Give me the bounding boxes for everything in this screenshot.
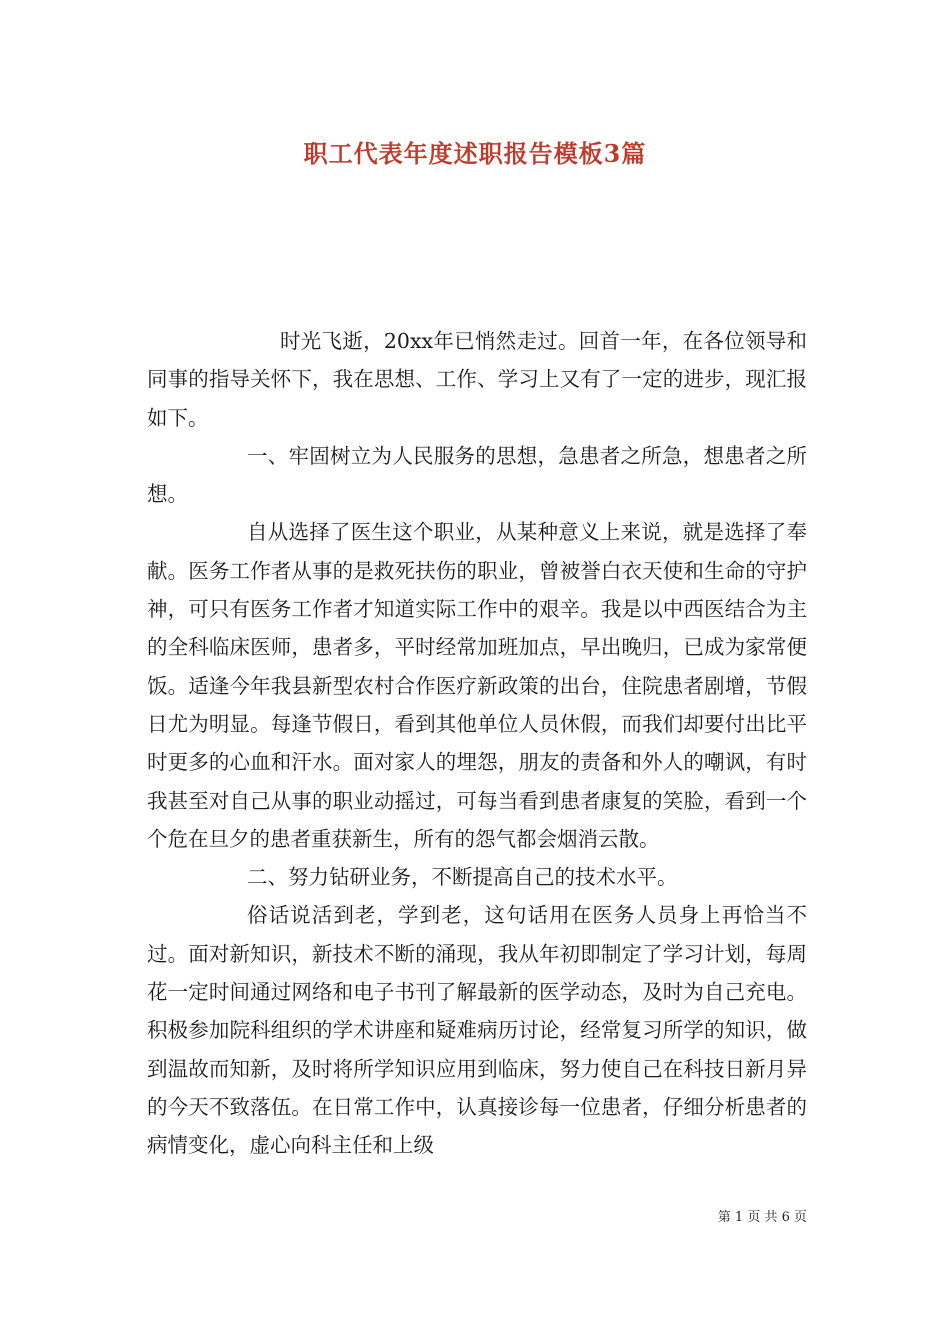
document-body (147, 322, 807, 1165)
intro-paragraph: 时光飞逝，20xx年已悄然走过。回首一年，在各位领导和同事的指导关怀下，我在思想、工作、学习上又有了一定的进步，现汇报如下。 (147, 329, 807, 430)
page-number-footer: 第 1 页 共 6 页 (717, 1210, 807, 1225)
document-title: 职工代表年度述职报告模板3篇 (303, 139, 647, 168)
section-heading-1: 一、牢固树立为人民服务的思想，急患者之所急，想患者之所想。 (147, 443, 807, 507)
section-heading-2: 二、努力钻研业务，不断提高自己的技术水平。 (247, 865, 678, 890)
body-paragraph: 俗话说活到老，学到老，这句话用在医务人员身上再恰当不过。面对新知识，新技术不断的涌现，我从年初即制定了学习计划，每周花一定时间通过网络和电子书刊了解最新的医学动态，及时为自己充电。积极参加院科组织的学术讲座和疑难病历讨论，经常复习所学的知识，做到温故而知新，及时将所学知识应用到临床，努力使自己在科技日新月异的今天不致落伍。在日常工作中，认真接诊每一位患者，仔细分析患者的病情变化，虚心向科主任和上级 (147, 903, 807, 1158)
body-paragraph: 自从选择了医生这个职业，从某种意义上来说，就是选择了奉献。医务工作者从事的是救死扶伤的职业，曾被誉白衣天使和生命的守护神，可只有医务工作者才知道实际工作中的艰辛。我是以中西医结合为主的全科临床医师，患者多，平时经常加班加点，早出晚归，已成为家常便饭。适逢今年我县新型农村合作医疗新政策的出台，住院患者剧增，节假日尤为明显。每逢节假日，看到其他单位人员休假，而我们却要付出比平时更多的心血和汗水。面对家人的埋怨，朋友的责备和外人的嘲讽，有时我甚至对自己从事的职业动摇过，可每当看到患者康复的笑脸，看到一个个危在旦夕的患者重获新生，所有的怨气都会烟消云散。 (147, 520, 807, 851)
